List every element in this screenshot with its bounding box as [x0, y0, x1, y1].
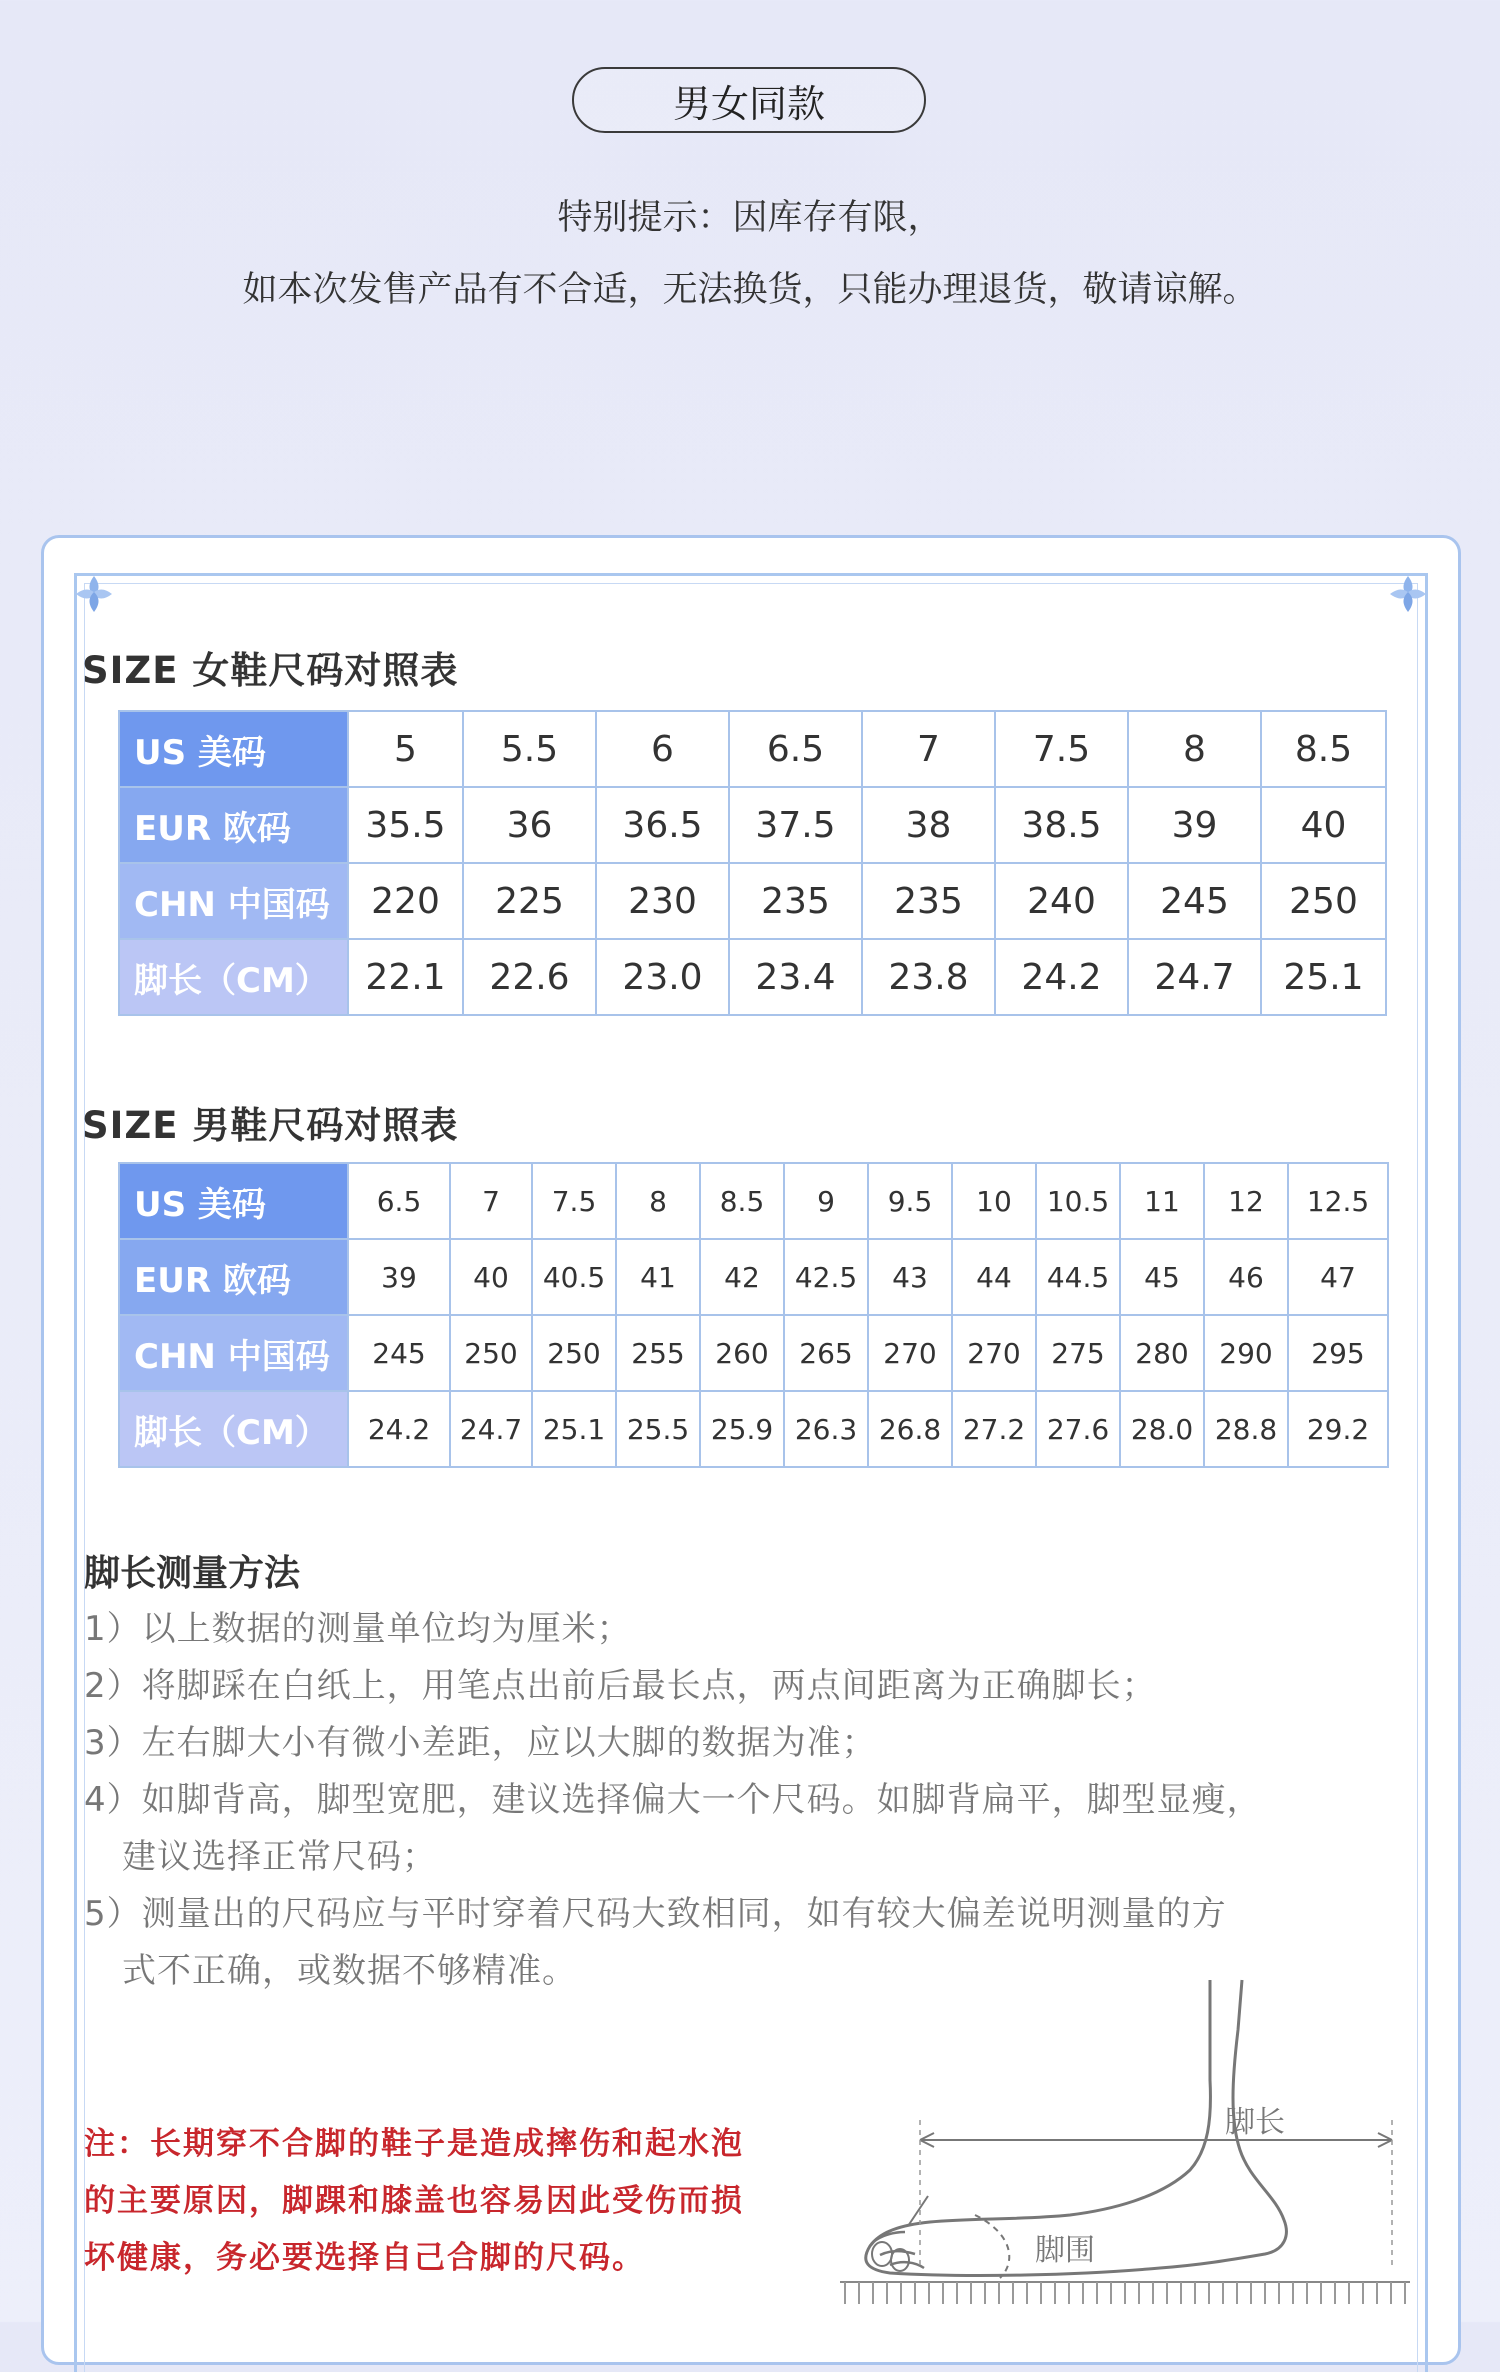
size-cell: 38.5 [995, 787, 1128, 863]
size-cell: 9 [784, 1163, 868, 1239]
size-cell: 250 [532, 1315, 616, 1391]
size-cell: 275 [1036, 1315, 1120, 1391]
method-item-1: 1）以上数据的测量单位均为厘米； [84, 1609, 632, 1649]
size-cell: 6 [596, 711, 729, 787]
size-cell: 7 [862, 711, 995, 787]
size-cell: 290 [1204, 1315, 1288, 1391]
size-cell: 245 [1128, 863, 1261, 939]
size-cell: 280 [1120, 1315, 1204, 1391]
size-cell: 250 [450, 1315, 532, 1391]
row-header: 脚长（CM） [119, 1391, 348, 1467]
size-cell: 6.5 [348, 1163, 450, 1239]
size-cell: 24.7 [450, 1391, 532, 1467]
women-size-title: SIZE 女鞋尺码对照表 [82, 649, 459, 692]
size-cell: 23.0 [596, 939, 729, 1015]
size-cell: 7.5 [995, 711, 1128, 787]
size-cell: 25.1 [532, 1391, 616, 1467]
size-cell: 41 [616, 1239, 700, 1315]
size-cell: 230 [596, 863, 729, 939]
flower-corner-icon [1380, 566, 1436, 622]
eur-size-row [119, 787, 1386, 863]
size-cell: 24.7 [1128, 939, 1261, 1015]
warning-line-3: 坏健康，务必要选择自己合脚的尺码。 [84, 2240, 645, 2276]
size-cell: 270 [952, 1315, 1036, 1391]
foot-length-row [119, 939, 1386, 1015]
size-cell: 25.9 [700, 1391, 784, 1467]
warning-line-2: 的主要原因，脚踝和膝盖也容易因此受伤而损 [84, 2183, 744, 2219]
size-cell: 25.5 [616, 1391, 700, 1467]
size-cell: 220 [348, 863, 463, 939]
size-cell: 36.5 [596, 787, 729, 863]
girth-label: 脚围 [1035, 2233, 1095, 2268]
method-item-2: 2）将脚踩在白纸上，用笔点出前后最长点，两点间距离为正确脚长； [84, 1666, 1157, 1706]
size-cell: 235 [729, 863, 862, 939]
row-header: CHN 中国码 [119, 1315, 348, 1391]
size-cell: 240 [995, 863, 1128, 939]
chn-size-row [119, 863, 1386, 939]
size-cell: 40 [450, 1239, 532, 1315]
size-cell: 35.5 [348, 787, 463, 863]
size-cell: 44 [952, 1239, 1036, 1315]
size-cell: 28.8 [1204, 1391, 1288, 1467]
size-cell: 270 [868, 1315, 952, 1391]
chn-size-row [119, 1315, 1388, 1391]
method-item-4-cont: 建议选择正常尺码； [122, 1837, 437, 1877]
size-cell: 44.5 [1036, 1239, 1120, 1315]
size-cell: 23.4 [729, 939, 862, 1015]
size-cell: 46 [1204, 1239, 1288, 1315]
notice-line-2: 如本次发售产品有不合适，无法换货，只能办理退货，敬请谅解。 [242, 270, 1258, 310]
size-cell: 42.5 [784, 1239, 868, 1315]
row-header: US 美码 [119, 1163, 348, 1239]
size-cell: 42 [700, 1239, 784, 1315]
size-cell: 40.5 [532, 1239, 616, 1315]
method-item-3: 3）左右脚大小有微小差距，应以大脚的数据为准； [84, 1723, 877, 1763]
size-cell: 26.3 [784, 1391, 868, 1467]
row-header: EUR 欧码 [119, 1239, 348, 1315]
size-cell: 12 [1204, 1163, 1288, 1239]
size-cell: 28.0 [1120, 1391, 1204, 1467]
size-cell: 6.5 [729, 711, 862, 787]
size-cell: 45 [1120, 1239, 1204, 1315]
women-size-table [118, 710, 1387, 1016]
size-cell: 23.8 [862, 939, 995, 1015]
row-header: US 美码 [119, 711, 348, 787]
girth-curve [975, 2215, 1009, 2278]
size-cell: 22.1 [348, 939, 463, 1015]
size-cell: 245 [348, 1315, 450, 1391]
warning-line-1: 注：长期穿不合脚的鞋子是造成摔伤和起水泡 [84, 2126, 744, 2162]
size-cell: 39 [348, 1239, 450, 1315]
men-size-title: SIZE 男鞋尺码对照表 [82, 1104, 459, 1147]
size-cell: 12.5 [1288, 1163, 1388, 1239]
size-cell: 5.5 [463, 711, 596, 787]
size-cell: 265 [784, 1315, 868, 1391]
flower-corner-icon [66, 566, 122, 622]
row-header: 脚长（CM） [119, 939, 348, 1015]
unisex-badge: 男女同款 [572, 67, 926, 133]
size-cell: 225 [463, 863, 596, 939]
size-cell: 29.2 [1288, 1391, 1388, 1467]
size-cell: 37.5 [729, 787, 862, 863]
size-cell: 27.6 [1036, 1391, 1120, 1467]
size-cell: 11 [1120, 1163, 1204, 1239]
men-size-table [118, 1162, 1389, 1468]
size-cell: 25.1 [1261, 939, 1386, 1015]
size-cell: 27.2 [952, 1391, 1036, 1467]
method-item-5-cont: 式不正确，或数据不够精准。 [122, 1951, 577, 1991]
size-cell: 40 [1261, 787, 1386, 863]
size-cell: 7.5 [532, 1163, 616, 1239]
size-cell: 250 [1261, 863, 1386, 939]
size-cell: 10 [952, 1163, 1036, 1239]
size-cell: 7 [450, 1163, 532, 1239]
size-cell: 24.2 [348, 1391, 450, 1467]
size-cell: 22.6 [463, 939, 596, 1015]
size-cell: 8.5 [1261, 711, 1386, 787]
foot-length-row [119, 1391, 1388, 1467]
size-cell: 8 [1128, 711, 1261, 787]
size-cell: 43 [868, 1239, 952, 1315]
row-header: CHN 中国码 [119, 863, 348, 939]
eur-size-row [119, 1239, 1388, 1315]
us-size-row [119, 1163, 1388, 1239]
size-cell: 295 [1288, 1315, 1388, 1391]
foot-outline [866, 1980, 1287, 2275]
us-size-row [119, 711, 1386, 787]
ruler-ticks [845, 2282, 1405, 2304]
size-cell: 26.8 [868, 1391, 952, 1467]
row-header: EUR 欧码 [119, 787, 348, 863]
measure-method-title: 脚长测量方法 [84, 1553, 301, 1594]
foot-measurement-diagram [820, 1970, 1420, 2320]
size-cell: 39 [1128, 787, 1261, 863]
size-cell: 5 [348, 711, 463, 787]
size-cell: 260 [700, 1315, 784, 1391]
length-label: 脚长 [1225, 2105, 1285, 2140]
size-cell: 8 [616, 1163, 700, 1239]
size-cell: 235 [862, 863, 995, 939]
size-cell: 8.5 [700, 1163, 784, 1239]
method-item-5: 5）测量出的尺码应与平时穿着尺码大致相同，如有较大偏差说明测量的方 [84, 1894, 1227, 1934]
size-cell: 47 [1288, 1239, 1388, 1315]
size-cell: 38 [862, 787, 995, 863]
size-cell: 10.5 [1036, 1163, 1120, 1239]
size-cell: 24.2 [995, 939, 1128, 1015]
size-cell: 9.5 [868, 1163, 952, 1239]
size-cell: 255 [616, 1315, 700, 1391]
size-cell: 36 [463, 787, 596, 863]
notice-line-1: 特别提示：因库存有限， [557, 198, 943, 238]
method-item-4: 4）如脚背高，脚型宽肥，建议选择偏大一个尺码。如脚背扁平，脚型显瘦， [84, 1780, 1262, 1820]
